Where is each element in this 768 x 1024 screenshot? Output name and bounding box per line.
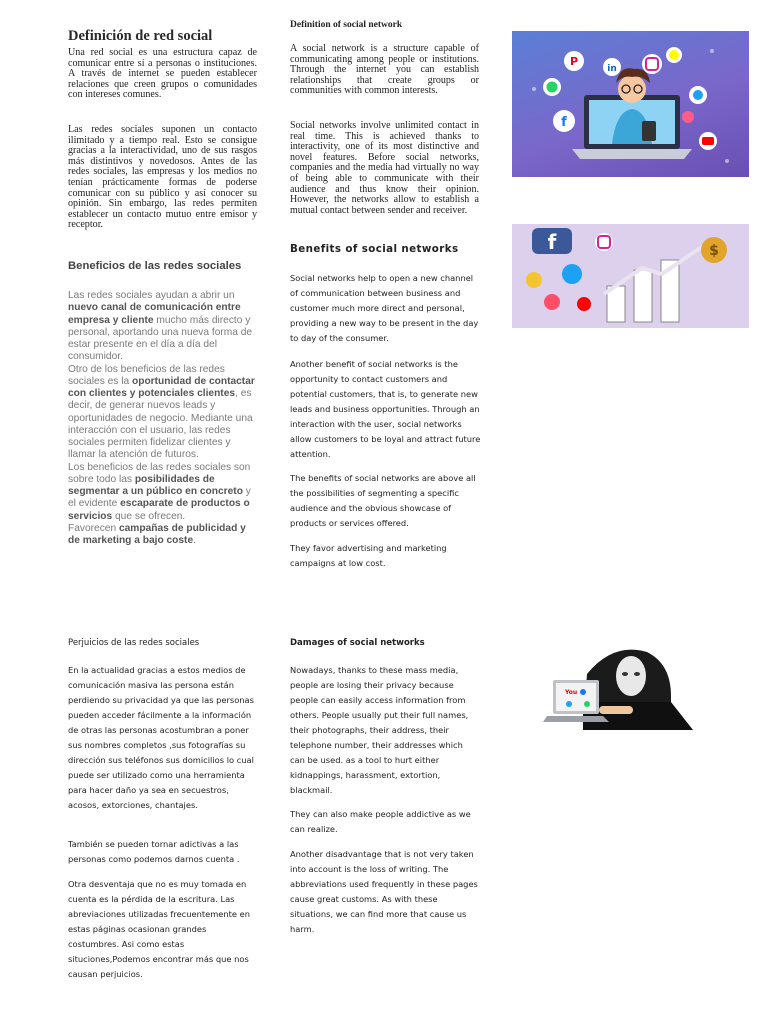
svg-text:P: P	[569, 55, 579, 68]
es-benefit-2-bold: oportunidad de contactar con clientes y potenciales clientes	[68, 375, 255, 399]
es-benefit-3-bold: posibilidades de segmentar a un público en concreto	[68, 473, 243, 497]
dollar-sign-text: $	[709, 243, 719, 259]
es-benefit-3-text: Los beneficios de las redes sociales son sobre todo las	[68, 461, 251, 485]
youtube-icon	[577, 297, 591, 311]
en-benefits-paragraph-4: They favor advertising and marketing campaigns at low cost.	[290, 543, 447, 568]
twitter-icon	[562, 264, 582, 284]
heart-icon	[544, 294, 560, 310]
en-benefits-paragraph-2: Another benefit of social networks is the opportunity to contact customers and potential customers, that is, to generate new leads and business opportunities. Through an interaction with the user, social networks allow customers to be loyal and attract future attention.	[290, 359, 481, 459]
es-definition-title: Definición de red social	[68, 28, 213, 44]
heart-icon	[682, 111, 694, 123]
es-benefit-3-bold-2: escaparate de productos o servicios	[68, 498, 250, 522]
es-benefits-text	[68, 290, 260, 547]
svg-text:f: f	[547, 230, 557, 254]
es-harms-paragraph-1: En la actualidad gracias a estos medios de comunicación masiva las persona están perdiendo su privacidad ya que las personas pueden acceder fácilmente a la información de otras las personas acostumbran a poner sus nombres completos ,sus fotografías su dirección sus teléfonos sus domicilios lo cual puede ser utilizado como una herramienta para hacer daño ya sea en secuestros, acosos, extorciones, chantajes.	[68, 665, 254, 810]
hacker-illustration	[543, 644, 719, 730]
en-damages-paragraph-1: Nowadays, thanks to these mass media, people are losing their privacy because people can easily access information from others. People usually put their full names, their photographs, their address, their telephone number, their addresses which can be used. as a tool to hurt either kidnappings, harassment, extortion, blackmail.	[290, 665, 469, 795]
es-benefits-title: Beneficios de las redes sociales	[68, 260, 242, 272]
en-benefits-paragraph-3: The benefits of social networks are above all the possibilities of segmenting a specific audience and the obvious showcase of products or services offered.	[290, 473, 476, 528]
es-benefit-3-tail: que se ofrecen.	[112, 510, 186, 522]
svg-text:in: in	[607, 64, 617, 74]
es-harms-title: Perjuicios de las redes sociales	[68, 638, 200, 648]
laptop-base-icon	[572, 149, 692, 159]
en-definition-paragraph-2: Social networks involve unlimited contact in real time. This is achieved thanks to interactivity, one of its most distinctive and novel features. Before social networks, companies and the media had virtually no way of being able to communicate with their audience and thus know their opinion. However, the networks allow to establish a mutual contact between sender and receiver.	[290, 120, 479, 216]
es-harms-paragraph-3: Otra desventaja que no es muy tomada en cuenta es la pérdida de la escritura. Las abreviaciones utilizadas frecuentemente en estas páginas ocasionan grandes costumbres. Asi como estas situciones,Podemos encontrar más que nos causan perjuicios.	[68, 879, 251, 979]
social-growth-illustration	[512, 224, 749, 328]
social-media-illustration	[512, 31, 749, 177]
hacker-illustration-svg	[543, 644, 719, 730]
es-benefit-1-bold: nuevo canal de comunicación entre empresa y cliente	[68, 302, 241, 326]
en-definition-title: Definition of social network	[290, 20, 403, 30]
phone-icon	[642, 121, 656, 141]
es-harms-paragraph-2: También se pueden tornar adictivas a las personas como podemos darnos cuenta .	[68, 839, 240, 864]
svg-text:f: f	[561, 115, 567, 130]
emoji-icon	[526, 272, 542, 288]
es-benefit-4-tail: .	[193, 535, 196, 546]
en-damages-title: Damages of social networks	[290, 638, 425, 648]
es-benefit-4-bold: campañas de publicidad y de marketing a bajo coste	[68, 522, 246, 546]
es-benefit-4-text: Favorecen	[68, 522, 119, 534]
social-growth-illustration-svg	[512, 224, 749, 328]
es-benefit-3-mid: y el evidente	[68, 486, 251, 510]
en-benefits-paragraph-1: Social networks help to open a new channel of communication between business and customer much more direct and personal, providing a new way to be present in the day to day of the consumer.	[290, 273, 479, 343]
social-media-illustration-svg	[512, 31, 749, 177]
laptop-screen-text: You	[565, 689, 578, 696]
es-benefit-2-text: Otro de los beneficios de las redes sociales es la	[68, 363, 225, 387]
hand-icon	[599, 706, 633, 714]
en-definition-paragraph-1: A social network is a structure capable of communicating among people or institutions. Through the internet you can establish relationships that create groups or communities with common interests.	[290, 43, 479, 97]
es-benefit-2-tail: , es decir, de generar nuevos leads y oportunidades de negocio. Mediante una interacción con el usuario, las redes sociales permiten fidelizar clientes y llamar la atención de futuros.	[68, 388, 253, 461]
en-benefits-title: Benefits of social networks	[290, 243, 459, 255]
en-damages-paragraph-3: Another disadvantage that is not very taken into account is the loss of writing. The abbreviations used frequently in these pages cause great customs. As with these situations, we can find more that cause us harm.	[290, 849, 478, 934]
mask-icon	[616, 656, 646, 696]
en-damages-paragraph-2: They can also make people addictive as we can realize.	[290, 809, 471, 834]
es-definition-paragraph-2: Las redes sociales suponen un contacto ilimitado y a tiempo real. Esto se consigue gracias a la interactividad, uno de sus rasgos más distintivos y novedosos. Antes de las redes sociales, las empresas y los medios no tenían prácticamente formas de poderse comunicar con su público y así conocer su opinión. Sin embargo, las redes permiten establecer un contacto mutuo entre emisor y receptor.	[68, 124, 257, 231]
es-benefit-1-text: Las redes sociales ayudan a abrir un	[68, 290, 235, 301]
es-definition-paragraph-1: Una red social es una estructura capaz de comunicar entre sí a personas o instituciones. A través de internet se pueden establecer relaciones que creen grupos o comunidades con intereses comunes.	[68, 47, 257, 101]
es-benefit-1-tail: mucho más directo y personal, aportando una nueva forma de estar presente en el día a día del consumidor.	[68, 314, 253, 363]
growth-bar-2	[634, 270, 652, 322]
